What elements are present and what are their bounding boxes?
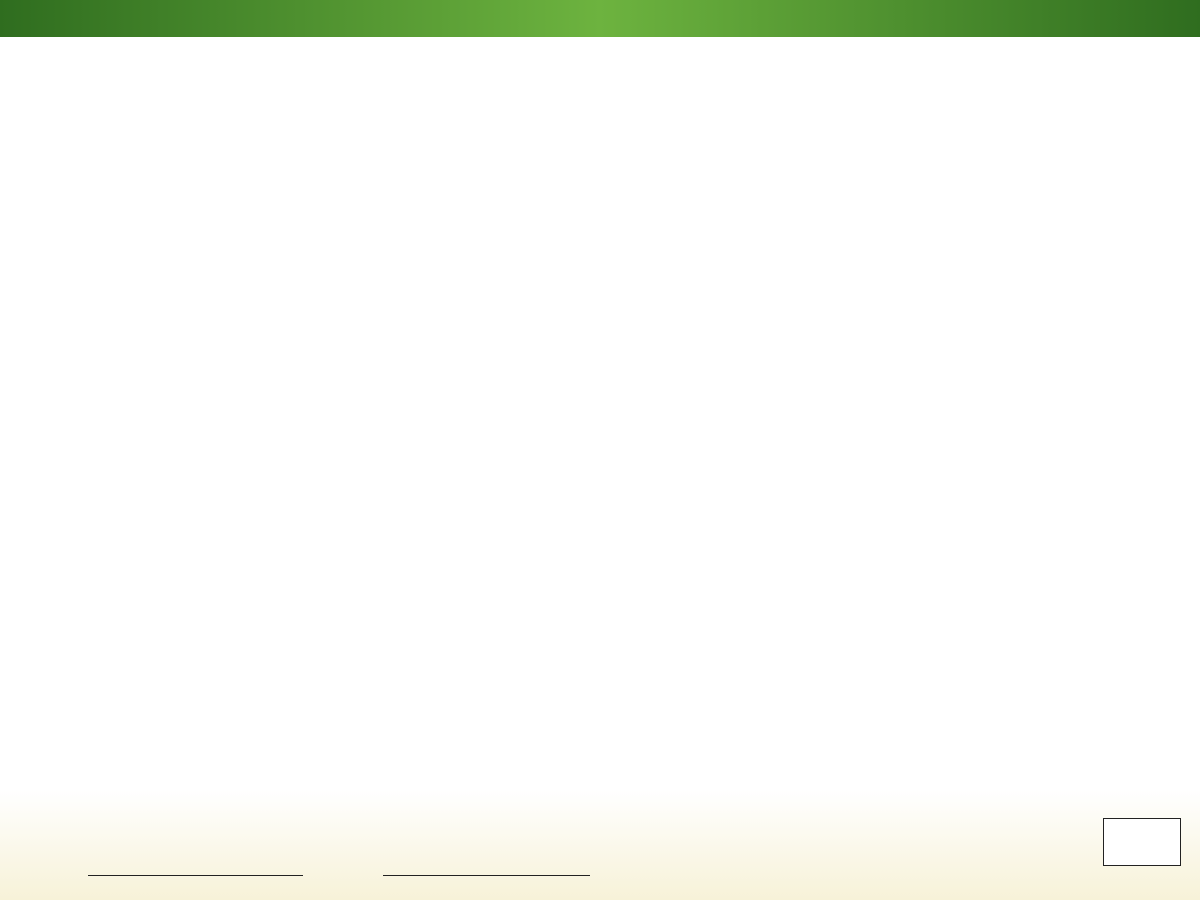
top-banner xyxy=(0,0,1200,37)
player-signature-line[interactable] xyxy=(383,875,590,876)
marker-signature-line[interactable] xyxy=(88,875,303,876)
footer-background xyxy=(0,790,1200,900)
stableford-box[interactable] xyxy=(1103,818,1181,866)
